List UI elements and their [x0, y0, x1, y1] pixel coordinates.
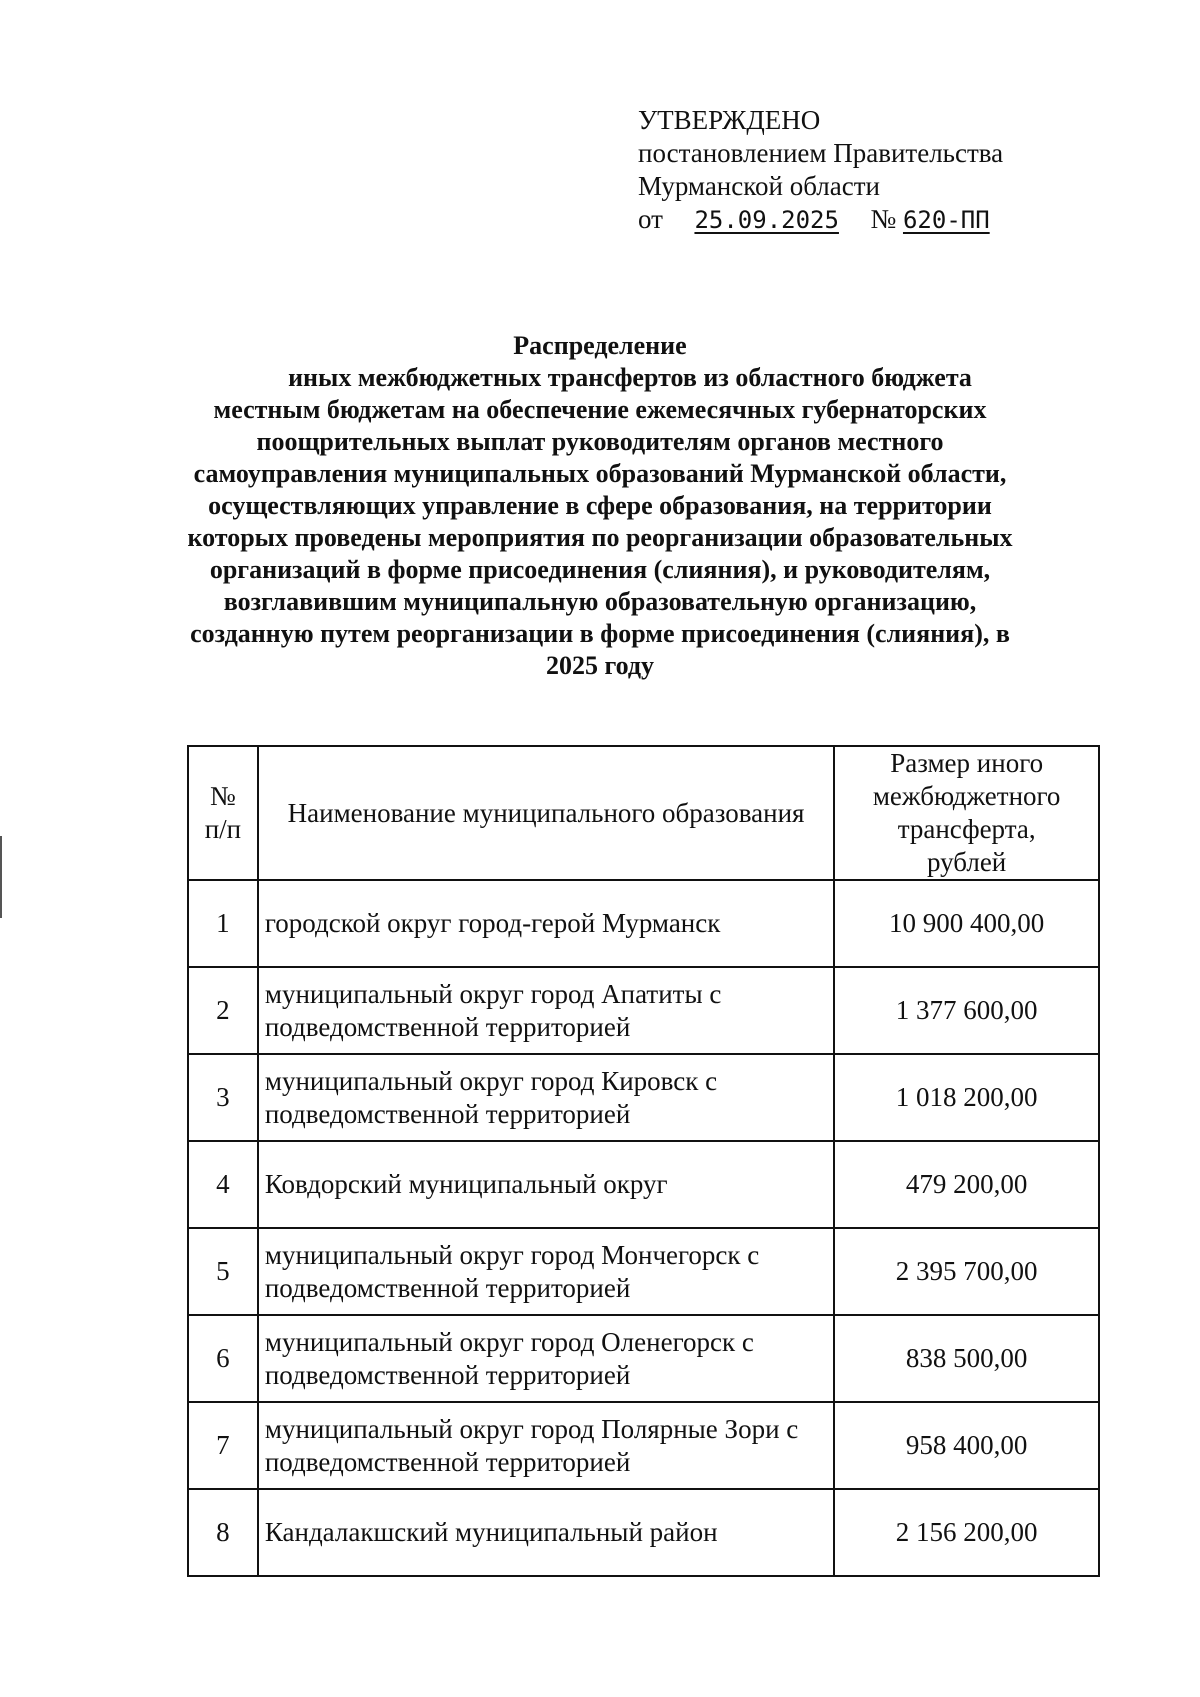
header-number-line: №: [210, 781, 236, 811]
municipality-line: Кандалакшский муниципальный район: [264, 1517, 718, 1547]
title-line: Распределение: [513, 331, 687, 360]
header-amount-line: Размер иного: [890, 748, 1044, 778]
approval-stamp: [638, 104, 1003, 237]
municipality-line: подведомственной территорией: [264, 1098, 631, 1129]
row-amount: 1 018 200,00: [834, 1054, 1099, 1141]
row-number: 7: [188, 1402, 258, 1489]
distribution-table: [187, 745, 1100, 1577]
document-title: [150, 330, 1050, 682]
approval-from-prefix: от: [638, 204, 663, 234]
title-line: местным бюджетам на обеспечение ежемесячных губернаторских: [213, 395, 987, 424]
municipality-line: муниципальный округ город Апатиты с: [264, 978, 722, 1009]
row-municipality: [258, 1489, 834, 1576]
municipality-line: подведомственной территорией: [264, 1011, 631, 1042]
header-amount-line: рублей: [927, 847, 1007, 877]
approval-heading: УТВЕРЖДЕНО: [638, 105, 821, 135]
municipality-line: подведомственной территорией: [264, 1272, 631, 1303]
approval-authority: постановлением Правительства: [638, 138, 1004, 168]
title-line: организаций в форме присоединения (слияния), и руководителям,: [209, 555, 991, 584]
row-number: 3: [188, 1054, 258, 1141]
table-row: [188, 880, 1099, 967]
approval-date: 25.09.2025: [694, 206, 839, 234]
row-number: 1: [188, 880, 258, 967]
row-municipality: [258, 1228, 834, 1315]
title-line: поощрительных выплат руководителям органов местного: [256, 427, 944, 456]
approval-date-line: [638, 203, 1003, 237]
approval-number: 620-ПП: [902, 206, 990, 234]
scan-margin-mark: [0, 836, 2, 918]
title-line: которых проведены мероприятия по реорганизации образовательных: [187, 523, 1013, 552]
row-number: 5: [188, 1228, 258, 1315]
row-number: 2: [188, 967, 258, 1054]
title-line: иных межбюджетных трансфертов из областного бюджета: [288, 363, 972, 392]
row-amount: 10 900 400,00: [834, 880, 1099, 967]
header-amount-line: трансферта,: [897, 814, 1036, 844]
row-number: 4: [188, 1141, 258, 1228]
table-row: [188, 1141, 1099, 1228]
municipality-line: муниципальный округ город Полярные Зори с: [264, 1413, 799, 1444]
title-line: возглавившим муниципальную образовательную организацию,: [223, 587, 977, 616]
header-number: [188, 746, 258, 880]
approval-region: Мурманской области: [638, 171, 880, 201]
row-amount: 838 500,00: [834, 1315, 1099, 1402]
row-amount: 479 200,00: [834, 1141, 1099, 1228]
header-number-line: п/п: [204, 814, 242, 844]
row-amount: 1 377 600,00: [834, 967, 1099, 1054]
title-line: осуществляющих управление в сфере образования, на территории: [208, 491, 992, 520]
row-municipality: [258, 1315, 834, 1402]
row-municipality: [258, 1402, 834, 1489]
row-municipality: [258, 880, 834, 967]
table-row: [188, 1228, 1099, 1315]
approval-number-prefix: №: [870, 204, 897, 234]
header-amount-line: межбюджетного: [872, 781, 1061, 811]
municipality-line: муниципальный округ город Мончегорск с: [264, 1239, 760, 1270]
header-amount: [834, 746, 1099, 880]
table-row: [188, 967, 1099, 1054]
row-amount: 958 400,00: [834, 1402, 1099, 1489]
municipality-line: городской округ город-герой Мурманск: [264, 908, 721, 938]
municipality-line: муниципальный округ город Оленегорск с: [264, 1326, 754, 1357]
municipality-line: подведомственной территорией: [264, 1359, 631, 1390]
header-name: Наименование муниципального образования: [258, 746, 834, 880]
table-header-row: [188, 746, 1099, 880]
municipality-line: Ковдорский муниципальный округ: [264, 1169, 668, 1199]
table-row: [188, 1489, 1099, 1576]
table-row: [188, 1054, 1099, 1141]
row-number: 6: [188, 1315, 258, 1402]
row-municipality: [258, 967, 834, 1054]
row-municipality: [258, 1054, 834, 1141]
municipality-line: подведомственной территорией: [264, 1446, 631, 1477]
table-row: [188, 1315, 1099, 1402]
row-amount: 2 156 200,00: [834, 1489, 1099, 1576]
row-amount: 2 395 700,00: [834, 1228, 1099, 1315]
row-municipality: [258, 1141, 834, 1228]
title-line: созданную путем реорганизации в форме присоединения (слияния), в: [190, 619, 1010, 648]
title-line: 2025 году: [545, 651, 655, 680]
title-line: самоуправления муниципальных образований Мурманской области,: [193, 459, 1007, 488]
municipality-line: муниципальный округ город Кировск с: [264, 1065, 718, 1096]
row-number: 8: [188, 1489, 258, 1576]
table-row: [188, 1402, 1099, 1489]
